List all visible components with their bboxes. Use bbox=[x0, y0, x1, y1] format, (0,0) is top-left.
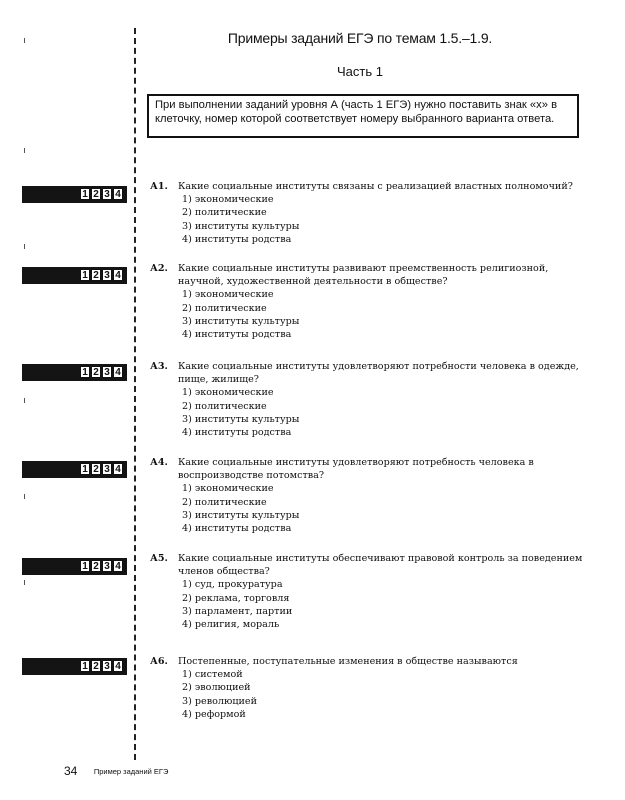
answer-option: 4) институты родства bbox=[182, 523, 292, 535]
answer-option: 1) системой bbox=[182, 669, 243, 681]
answer-option: 1) экономические bbox=[182, 289, 274, 301]
question-text: Какие социальные институты развивают преемственность религиозной, научной, художественной деятельности в обществе? bbox=[178, 263, 549, 288]
question-number: А1. bbox=[150, 181, 168, 192]
question-text: Какие социальные институты удовлетворяют потребности человека в одежде, пище, жилище? bbox=[178, 361, 579, 386]
answer-option: 2) политические bbox=[182, 400, 267, 412]
answer-option: 3) парламент, партии bbox=[182, 605, 293, 617]
answer-option: 3) институты культуры bbox=[182, 220, 300, 232]
answer-option: 4) религия, мораль bbox=[182, 619, 280, 631]
answer-option: 1) экономические bbox=[182, 387, 274, 399]
scan-mark bbox=[24, 38, 28, 43]
answer-box-4[interactable]: 4 bbox=[113, 188, 123, 200]
page-number: 34 bbox=[64, 764, 78, 778]
answer-option: 1) экономические bbox=[182, 194, 274, 206]
answer-tab-a6 bbox=[22, 658, 127, 675]
answer-box-2[interactable]: 2 bbox=[91, 269, 101, 281]
question-a4 bbox=[150, 456, 590, 535]
answer-box-3[interactable]: 3 bbox=[102, 560, 112, 572]
answer-box-1[interactable]: 1 bbox=[80, 560, 90, 572]
dashed-cut-line bbox=[134, 28, 136, 760]
answer-option: 2) политические bbox=[182, 302, 267, 314]
answer-box-3[interactable]: 3 bbox=[102, 660, 112, 672]
answer-box-4[interactable]: 4 bbox=[113, 560, 123, 572]
answer-box-3[interactable]: 3 bbox=[102, 366, 112, 378]
question-number: А2. bbox=[150, 263, 168, 274]
answer-option: 4) институты родства bbox=[182, 233, 292, 245]
question-a5 bbox=[150, 552, 590, 631]
answer-box-1[interactable]: 1 bbox=[80, 269, 90, 281]
question-number: А4. bbox=[150, 457, 168, 468]
footer-label: Пример заданий ЕГЭ bbox=[93, 767, 169, 776]
answer-box-3[interactable]: 3 bbox=[102, 269, 112, 281]
answer-tab-a2 bbox=[22, 267, 127, 284]
question-text: Какие социальные институты обеспечивают правовой контроль за поведением членов общества? bbox=[178, 553, 583, 578]
answer-box-4[interactable]: 4 bbox=[113, 660, 123, 672]
answer-box-1[interactable]: 1 bbox=[80, 463, 90, 475]
answer-option: 4) институты родства bbox=[182, 427, 292, 439]
answer-option: 3) институты культуры bbox=[182, 509, 300, 521]
answer-option: 2) реклама, торговля bbox=[182, 592, 290, 604]
answer-option: 4) реформой bbox=[182, 708, 246, 720]
question-text: Постепенные, поступательные изменения в обществе называются bbox=[178, 656, 518, 667]
answer-box-1[interactable]: 1 bbox=[80, 366, 90, 378]
answer-box-1[interactable]: 1 bbox=[80, 660, 90, 672]
answer-box-2[interactable]: 2 bbox=[91, 188, 101, 200]
answer-tab-a3 bbox=[22, 364, 127, 381]
answer-box-3[interactable]: 3 bbox=[102, 188, 112, 200]
question-number: А5. bbox=[150, 553, 168, 564]
scan-mark bbox=[24, 398, 28, 403]
page-footer bbox=[64, 762, 168, 780]
page-title: Примеры заданий ЕГЭ по темам 1.5.–1.9. bbox=[227, 30, 493, 46]
answer-option: 2) политические bbox=[182, 207, 267, 219]
answer-option: 1) экономические bbox=[182, 483, 274, 495]
answer-box-1[interactable]: 1 bbox=[80, 188, 90, 200]
answer-box-4[interactable]: 4 bbox=[113, 366, 123, 378]
answer-option: 3) революцией bbox=[182, 695, 257, 707]
question-a2 bbox=[150, 262, 590, 341]
answer-option: 3) институты культуры bbox=[182, 315, 300, 327]
question-number: А6. bbox=[150, 656, 168, 667]
question-text: Какие социальные институты удовлетворяют потребность человека в воспроизводстве потомства? bbox=[178, 457, 534, 482]
answer-tab-a1 bbox=[22, 186, 127, 203]
answer-tab-a4 bbox=[22, 461, 127, 478]
answer-box-2[interactable]: 2 bbox=[91, 660, 101, 672]
answer-box-4[interactable]: 4 bbox=[113, 463, 123, 475]
scan-mark bbox=[24, 148, 28, 153]
answer-option: 1) суд, прокуратура bbox=[182, 579, 283, 591]
answer-option: 2) эволюцией bbox=[182, 682, 251, 694]
question-number: А3. bbox=[150, 361, 168, 372]
answer-box-2[interactable]: 2 bbox=[91, 366, 101, 378]
question-a1 bbox=[150, 180, 590, 246]
answer-box-2[interactable]: 2 bbox=[91, 463, 101, 475]
answer-box-4[interactable]: 4 bbox=[113, 269, 123, 281]
instruction-box: При выполнении заданий уровня А (часть 1 ЕГЭ) нужно поставить знак «x» в клеточку, номер которой соответствует номеру выбранного варианта ответа. bbox=[147, 94, 579, 138]
question-a6 bbox=[150, 655, 590, 721]
scan-mark bbox=[24, 580, 28, 585]
scan-mark bbox=[24, 494, 28, 499]
answer-option: 2) политические bbox=[182, 496, 267, 508]
answer-option: 4) институты родства bbox=[182, 329, 292, 341]
answer-option: 3) институты культуры bbox=[182, 413, 300, 425]
answer-box-3[interactable]: 3 bbox=[102, 463, 112, 475]
scan-mark bbox=[24, 244, 28, 249]
part-heading: Часть 1 bbox=[337, 64, 383, 79]
answer-tab-a5 bbox=[22, 558, 127, 575]
question-text: Какие социальные институты связаны с реализацией властных полномочий? bbox=[178, 181, 573, 192]
question-a3 bbox=[150, 360, 590, 439]
answer-box-2[interactable]: 2 bbox=[91, 560, 101, 572]
